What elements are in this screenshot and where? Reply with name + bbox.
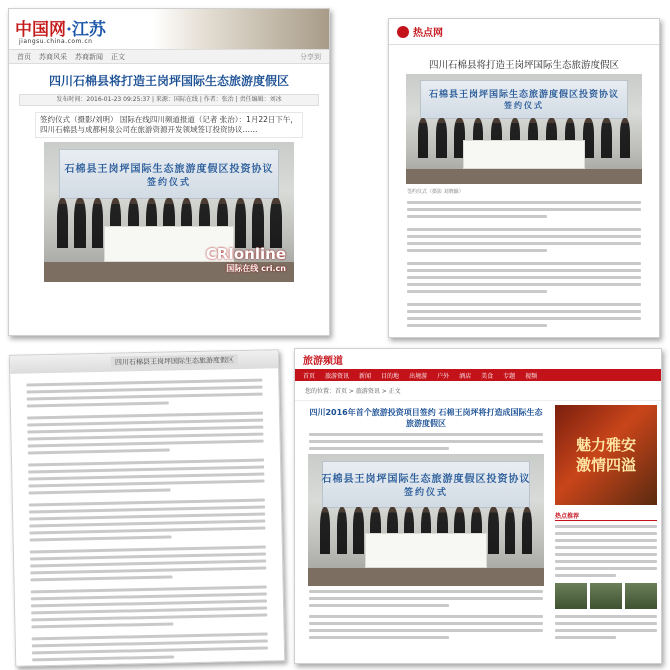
thumbnail[interactable] xyxy=(625,583,657,609)
promo-line-1: 魅力雅安 xyxy=(575,436,636,454)
crumb-current: 正文 xyxy=(111,53,125,61)
article-meta: 发布时间：2016-01-23 09:25:37 | 来源：国际在线 | 作者：张治 | 责任编辑：刘冰 xyxy=(19,94,319,106)
signing-photo xyxy=(44,142,294,282)
banner-title: 石棉县王岗坪国际生态旅游度假区投资协议 xyxy=(321,474,531,486)
site-logo[interactable]: 旅游频道 xyxy=(303,355,343,367)
thumbnail[interactable] xyxy=(590,583,622,609)
share-link[interactable]: 分享到 xyxy=(300,53,321,61)
article-title: 四川2016年首个旅游投资项目签约 石棉王岗坪将打造成国际生态旅游度假区 xyxy=(309,408,543,428)
article-tab[interactable]: 四川石棉县王岗坪国际生态旅游度假区 xyxy=(111,354,238,369)
breadcrumb: 您的位置：首页 > 旅游资讯 > 正文 xyxy=(295,381,661,401)
article-screenshot-redian xyxy=(388,18,660,338)
signing-photo xyxy=(308,454,544,586)
article-body xyxy=(407,201,641,327)
promo-banner[interactable] xyxy=(555,405,657,505)
article-title: 四川石棉县将打造王岗坪国际生态旅游度假区 xyxy=(48,74,289,88)
nav-item[interactable]: 视频 xyxy=(525,372,538,380)
site-logo[interactable]: 热点网 xyxy=(413,28,443,39)
banner-subtitle: 签约仪式 xyxy=(403,488,448,499)
banner-subtitle: 签约仪式 xyxy=(504,101,544,111)
crumb-home[interactable]: 首页 xyxy=(17,53,31,61)
nav-item[interactable]: 旅游资讯 xyxy=(325,372,350,380)
nav-item[interactable]: 首页 xyxy=(303,372,316,380)
crumb-section[interactable]: 苏商风采 xyxy=(39,53,67,61)
thumbnail-row xyxy=(555,583,657,609)
nav-item[interactable]: 新闻 xyxy=(359,372,372,380)
site-header xyxy=(295,349,661,369)
promo-line-2: 激情四溢 xyxy=(575,456,636,474)
signing-table xyxy=(463,140,586,169)
site-header xyxy=(9,9,329,49)
nav-item[interactable]: 酒店 xyxy=(459,372,472,380)
article-screenshot-text xyxy=(9,349,285,667)
photo-caption: 签约仪式（摄影 刘晓颖） xyxy=(407,189,464,195)
thumbnail[interactable] xyxy=(555,583,587,609)
site-header xyxy=(389,19,659,45)
article-screenshot-china-com xyxy=(8,8,330,336)
article-body xyxy=(309,590,543,639)
crumb-news[interactable]: 苏商新闻 xyxy=(75,53,103,61)
article-body xyxy=(26,379,268,662)
backdrop-banner xyxy=(420,80,628,120)
site-url: jiangsu.china.com.cn xyxy=(19,38,93,45)
main-nav xyxy=(295,369,661,381)
nav-item[interactable]: 户外 xyxy=(437,372,450,380)
nav-item[interactable]: 出境游 xyxy=(409,372,428,380)
photo-watermark: CRIonline 国际在线 cri.cn xyxy=(205,245,286,273)
signing-photo xyxy=(406,74,642,184)
banner-subtitle: 签约仪式 xyxy=(146,178,191,189)
nav-item[interactable]: 目的地 xyxy=(381,372,400,380)
signing-table xyxy=(365,533,488,567)
nav-item[interactable]: 专题 xyxy=(503,372,516,380)
article-screenshot-travel xyxy=(294,348,662,664)
backdrop-banner xyxy=(322,461,530,509)
backdrop-banner xyxy=(59,149,279,199)
sidebar-heading: 热点推荐 xyxy=(555,511,657,521)
article-lead: 签约仪式（摄影/刘明） 国际在线四川频道报道（记者 张治）：1月22日下午，四川石棉县与成都柯泉公司在旅游资源开发领域签订投资协议…… xyxy=(35,112,303,138)
breadcrumb xyxy=(9,49,329,64)
nav-item[interactable]: 美食 xyxy=(481,372,494,380)
site-logo[interactable]: 中国网·江苏 xyxy=(15,20,106,40)
logo-icon xyxy=(397,26,409,38)
site-header xyxy=(10,350,278,374)
article-title: 四川石棉县将打造王岗坪国际生态旅游度假区 xyxy=(428,60,619,71)
banner-title: 石棉县王岗坪国际生态旅游度假区投资协议 xyxy=(428,90,619,101)
sidebar xyxy=(555,405,657,643)
banner-title: 石棉县王岗坪国际生态旅游度假区投资协议 xyxy=(64,164,274,176)
article-column xyxy=(301,405,551,643)
